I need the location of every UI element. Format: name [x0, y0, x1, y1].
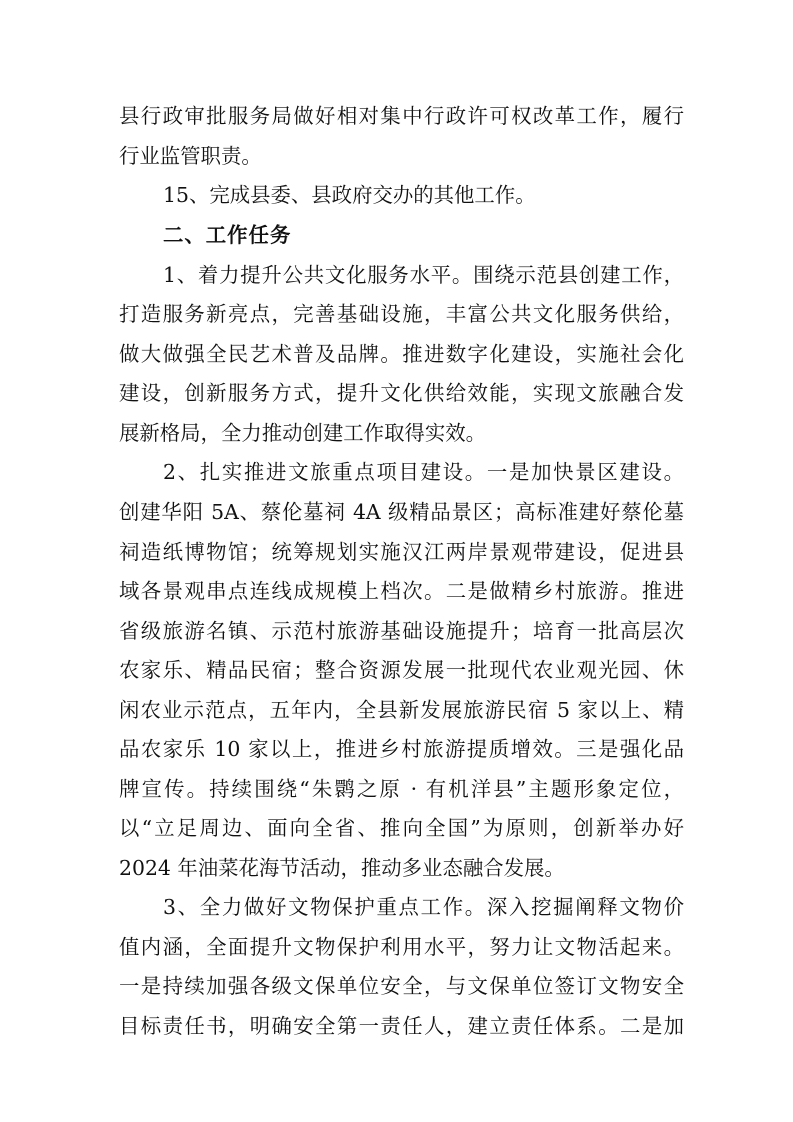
- text-line: 2、扎实推进文旅重点项目建设。一是加快景区建设。: [163, 460, 684, 484]
- text-line: 以“立足周边、面向全省、推向全国”为原则，创新举办好: [119, 816, 684, 840]
- text-line: 省级旅游名镇、示范村旅游基础设施提升；培育一批高层次: [119, 619, 684, 643]
- text-line: 值内涵，全面提升文物保护利用水平，努力让文物活起来。: [119, 935, 684, 959]
- text-line: 牌宣传。持续围绕“朱鹮之原 · 有机洋县”主题形象定位，: [119, 777, 684, 801]
- text-line: 展新格局，全力推动创建工作取得实效。: [119, 421, 487, 445]
- section-heading: 二、工作任务: [163, 223, 292, 247]
- text-line: 农家乐、精品民宿；整合资源发展一批现代农业观光园、休: [119, 658, 684, 682]
- text-line: 2024 年油菜花海节活动，推动多业态融合发展。: [119, 856, 565, 880]
- text-line: 一是持续加强各级文保单位安全，与文保单位签订文物安全: [119, 974, 684, 998]
- text-line: 闲农业示范点，五年内，全县新发展旅游民宿 5 家以上、精: [119, 698, 684, 722]
- text-line: 15、完成县委、县政府交办的其他工作。: [163, 183, 536, 207]
- text-line: 县行政审批服务局做好相对集中行政许可权改革工作，履行: [119, 104, 684, 128]
- text-line: 域各景观串点连线成规模上档次。二是做精乡村旅游。推进: [119, 579, 684, 603]
- text-line: 建设，创新服务方式，提升文化供给效能，实现文旅融合发: [119, 381, 684, 405]
- text-line: 3、全力做好文物保护重点工作。深入挖掘阐释文物价: [163, 895, 684, 919]
- text-line: 目标责任书，明确安全第一责任人，建立责任体系。二是加: [119, 1014, 684, 1038]
- text-line: 行业监管职责。: [119, 144, 262, 168]
- text-line: 做大做强全民艺术普及品牌。推进数字化建设，实施社会化: [119, 342, 684, 366]
- text-line: 品农家乐 10 家以上，推进乡村旅游提质增效。三是强化品: [119, 737, 684, 761]
- text-line: 1、着力提升公共文化服务水平。围绕示范县创建工作，: [163, 263, 684, 287]
- text-line: 打造服务新亮点，完善基础设施，丰富公共文化服务供给，: [119, 302, 684, 326]
- text-line: 创建华阳 5A、蔡伦墓祠 4A 级精品景区；高标准建好蔡伦墓: [119, 500, 684, 524]
- text-line: 祠造纸博物馆；统筹规划实施汉江两岸景观带建设，促进县: [119, 540, 684, 564]
